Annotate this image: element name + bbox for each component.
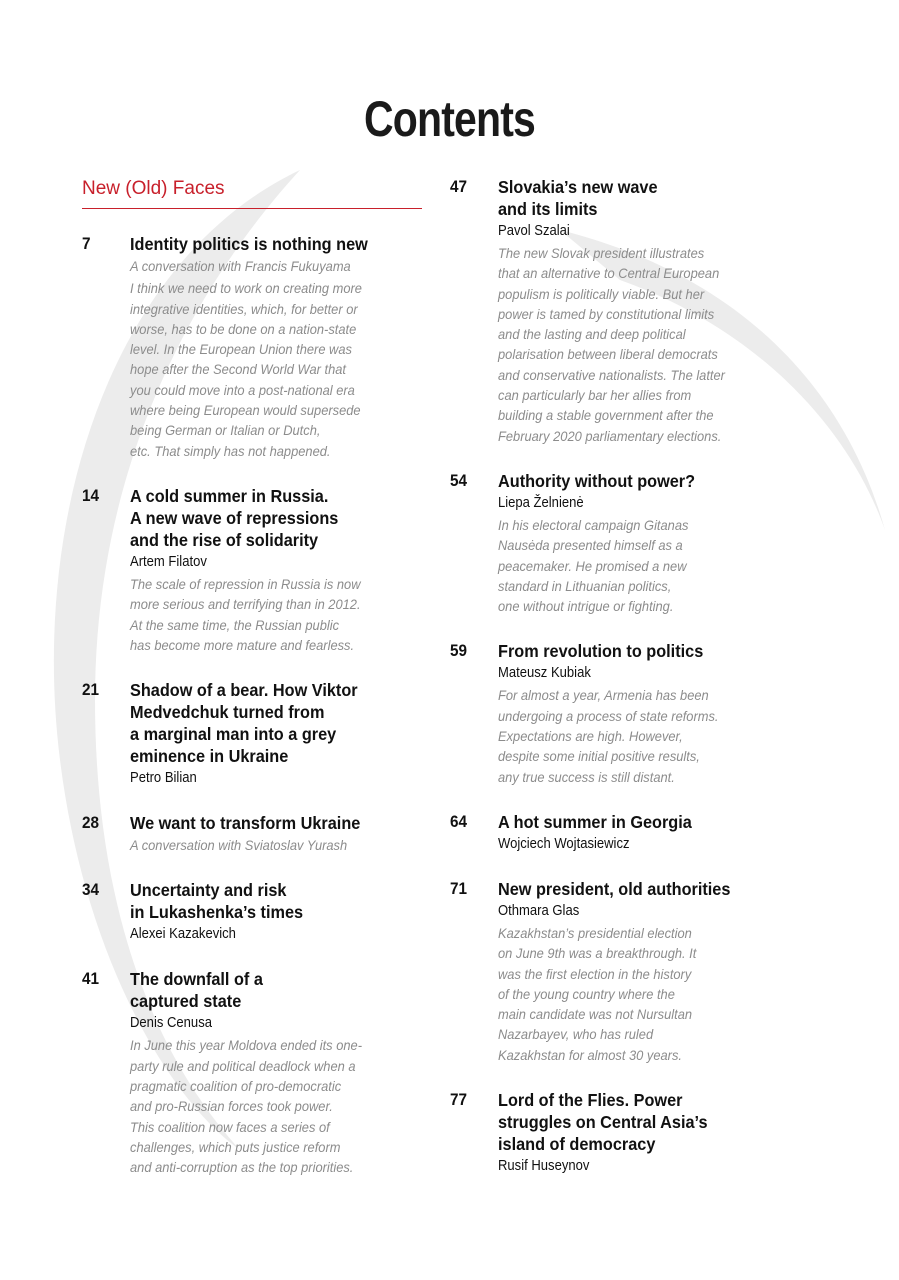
toc-entry[interactable] (450, 176, 750, 446)
article-author: Pavol Szalai (498, 223, 570, 239)
article-author: Wojciech Wojtasiewicz (498, 835, 630, 852)
toc-entry[interactable] (450, 640, 750, 786)
article-author: Mateusz Kubiak (498, 665, 591, 682)
toc-entry[interactable] (450, 1089, 750, 1176)
article-author: Petro Bilian (130, 770, 197, 787)
article-subtitle: A conversation with Francis Fukuyama (130, 258, 351, 274)
article-title[interactable]: A cold summer in Russia. A new wave of repressions and the rise of solidarity (130, 485, 339, 550)
contents-column-right (450, 176, 750, 1200)
article-description: The scale of repression in Russia is now more serious and terrifying than in 2012. At the same time, the Russian public has become more mature and fearless. (130, 575, 361, 653)
page-number: 28 (82, 813, 100, 833)
article-title[interactable]: Authority without power? (498, 470, 696, 491)
article-subtitle: A conversation with Sviatoslav Yurash (130, 837, 348, 854)
article-title[interactable]: We want to transform Ukraine (130, 813, 361, 834)
article-description: I think we need to work on creating more integrative identities, which, for better or worse, has to be done on a nation-state level. In the European Union there was hope after the Second World War that you could move into a post-national era where being European would supersede being German or Italian or Dutch, etc. That simply has not happened. (130, 280, 362, 459)
page-number: 47 (450, 177, 468, 196)
page-number: 54 (450, 470, 468, 490)
toc-entry[interactable] (82, 879, 422, 944)
article-title[interactable]: Identity politics is nothing new (130, 234, 368, 254)
page-number: 14 (82, 485, 100, 505)
article-description: The new Slovak president illustrates that an alternative to Central European populism is politically viable. But her power is tamed by constitutional limits and the lasting and deep political polarisation between liberal democrats and conservative nationalists. The latter can particularly bar her allies from building a stable government after the February 2020 parliamentary elections. (498, 245, 725, 444)
toc-entry[interactable] (450, 811, 750, 854)
article-description: Kazakhstan’s presidential election on June 9th was a breakthrough. It was the first election in the history of the young country where the main candidate was not Nursultan Nazarbayev, who has ruled Kazakhstan for almost 30 years. (498, 924, 697, 1063)
page-number: 34 (82, 880, 100, 900)
toc-entry[interactable] (450, 878, 750, 1065)
page-number: 59 (450, 641, 468, 661)
toc-entry[interactable] (82, 968, 422, 1177)
article-description: In June this year Moldova ended its one- party rule and political deadlock when a pragmatic coalition of pro-democratic and pro-Russian forces took power. This coalition now faces a series of challenges, which puts justice reform and anti-corruption as the top priorities. (130, 1037, 362, 1176)
article-title[interactable]: A hot summer in Georgia (498, 811, 692, 832)
article-description: For almost a year, Armenia has been undergoing a process of state reforms. Expectations are high. However, despite some initial positive results, any true success is still distant. (498, 687, 719, 785)
toc-entry[interactable] (82, 485, 422, 655)
page-number: 71 (450, 878, 468, 898)
article-author: Rusif Huseynov (498, 1158, 590, 1175)
article-title[interactable]: Lord of the Flies. Power struggles on Central Asia’s island of democracy (498, 1090, 708, 1155)
page-number: 41 (82, 969, 100, 989)
article-author: Othmara Glas (498, 902, 580, 919)
page-title: Contents (363, 91, 536, 147)
toc-entry[interactable] (82, 679, 422, 788)
article-title[interactable]: Shadow of a bear. How Viktor Medvedchuk turned from a marginal man into a grey eminence in Ukraine (130, 680, 358, 767)
article-title[interactable]: Uncertainty and risk in Lukashenka’s times (130, 880, 304, 923)
article-title[interactable]: The downfall of a captured state (130, 969, 263, 1012)
page-number: 21 (82, 680, 100, 700)
contents-column-left (82, 176, 422, 1202)
page-number: 64 (450, 811, 468, 831)
article-title[interactable]: New president, old authorities (498, 878, 731, 899)
toc-entry[interactable] (82, 812, 422, 855)
page-number: 77 (450, 1090, 468, 1110)
toc-entry[interactable] (450, 470, 750, 616)
article-author: Alexei Kazakevich (130, 926, 236, 943)
toc-entry[interactable] (82, 233, 422, 461)
page-number: 7 (82, 234, 91, 253)
article-author: Artem Filatov (130, 553, 207, 570)
article-description: In his electoral campaign Gitanas Nausėda presented himself as a peacemaker. He promised a new standard in Lithuanian politics, one without intrigue or fighting. (498, 516, 689, 615)
article-title[interactable]: From revolution to politics (498, 641, 704, 662)
section-heading: New (Old) Faces (82, 176, 422, 209)
article-title[interactable]: Slovakia’s new wave and its limits (498, 177, 658, 219)
article-author: Denis Cenusa (130, 1015, 212, 1032)
article-author: Liepa Želnienė (498, 494, 584, 511)
